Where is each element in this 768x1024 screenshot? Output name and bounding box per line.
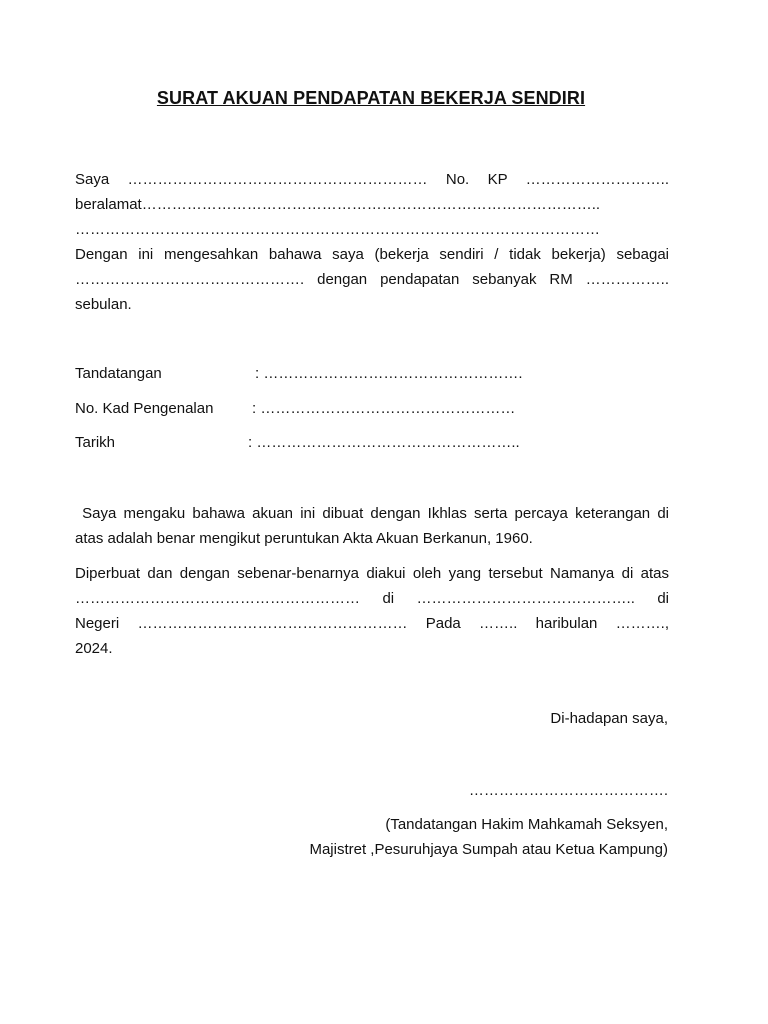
official-signature-line: …………………………………. [468,782,668,799]
declaration-line-1: Saya mengaku bahawa akuan ini dibuat dengan Ikhlas serta percaya keterangan di [75,505,669,522]
declaration-line-2: atas adalah benar mengikut peruntukan Akta Akuan Berkanun, 1960. [75,530,533,547]
intro-paragraph [75,167,669,317]
document-title: SURAT AKUAN PENDAPATAN BEKERJA SENDIRI [156,88,586,108]
intro-line-address: beralamat……………………………………………………………………………….. [75,196,601,213]
date-value: : …………………………………………….. [248,434,520,451]
made-paragraph [75,561,669,661]
declaration-paragraph [75,501,669,551]
made-line-4: 2024. [75,640,113,657]
ic-number-label: No. Kad Pengenalan [75,400,214,417]
date-label: Tarikh [75,434,116,451]
ic-number-field [75,399,516,419]
ic-number-value: : …………………………………………… [252,400,516,417]
official-role-line-2: Majistret ,Pesuruhjaya Sumpah atau Ketua Kampung) [309,841,668,858]
intro-line-monthly: sebulan. [75,296,132,313]
intro-line-declaration: Dengan ini mengesahkan bahawa saya (bekerja sendiri / tidak bekerja) sebagai [75,246,669,263]
intro-line-occupation-income: ………………………………………. dengan pendapatan sebanyak RM …………….. [75,271,669,288]
intro-line-address-continued: …………………………………………………………………………………………… [75,221,600,238]
intro-line-name-ic: Saya …………………………………………………… No. KP ……………………….. [75,171,669,188]
signature-field [75,364,523,384]
made-line-3: Negeri ……………………………………………… Pada …….. haribulan ………., [75,615,669,632]
before-me-text: Di-hadapan saya, [550,710,668,727]
signature-label: Tandatangan [75,365,162,382]
made-line-2: ………………………………………………… di …………………………………….. di [75,590,669,607]
official-role-line-1: (Tandatangan Hakim Mahkamah Seksyen, [385,816,668,833]
signature-value: : ……………………………………………. [255,365,523,382]
made-line-1: Diperbuat dan dengan sebenar-benarnya diakui oleh yang tersebut Namanya di atas [75,565,669,582]
date-field [75,433,520,453]
